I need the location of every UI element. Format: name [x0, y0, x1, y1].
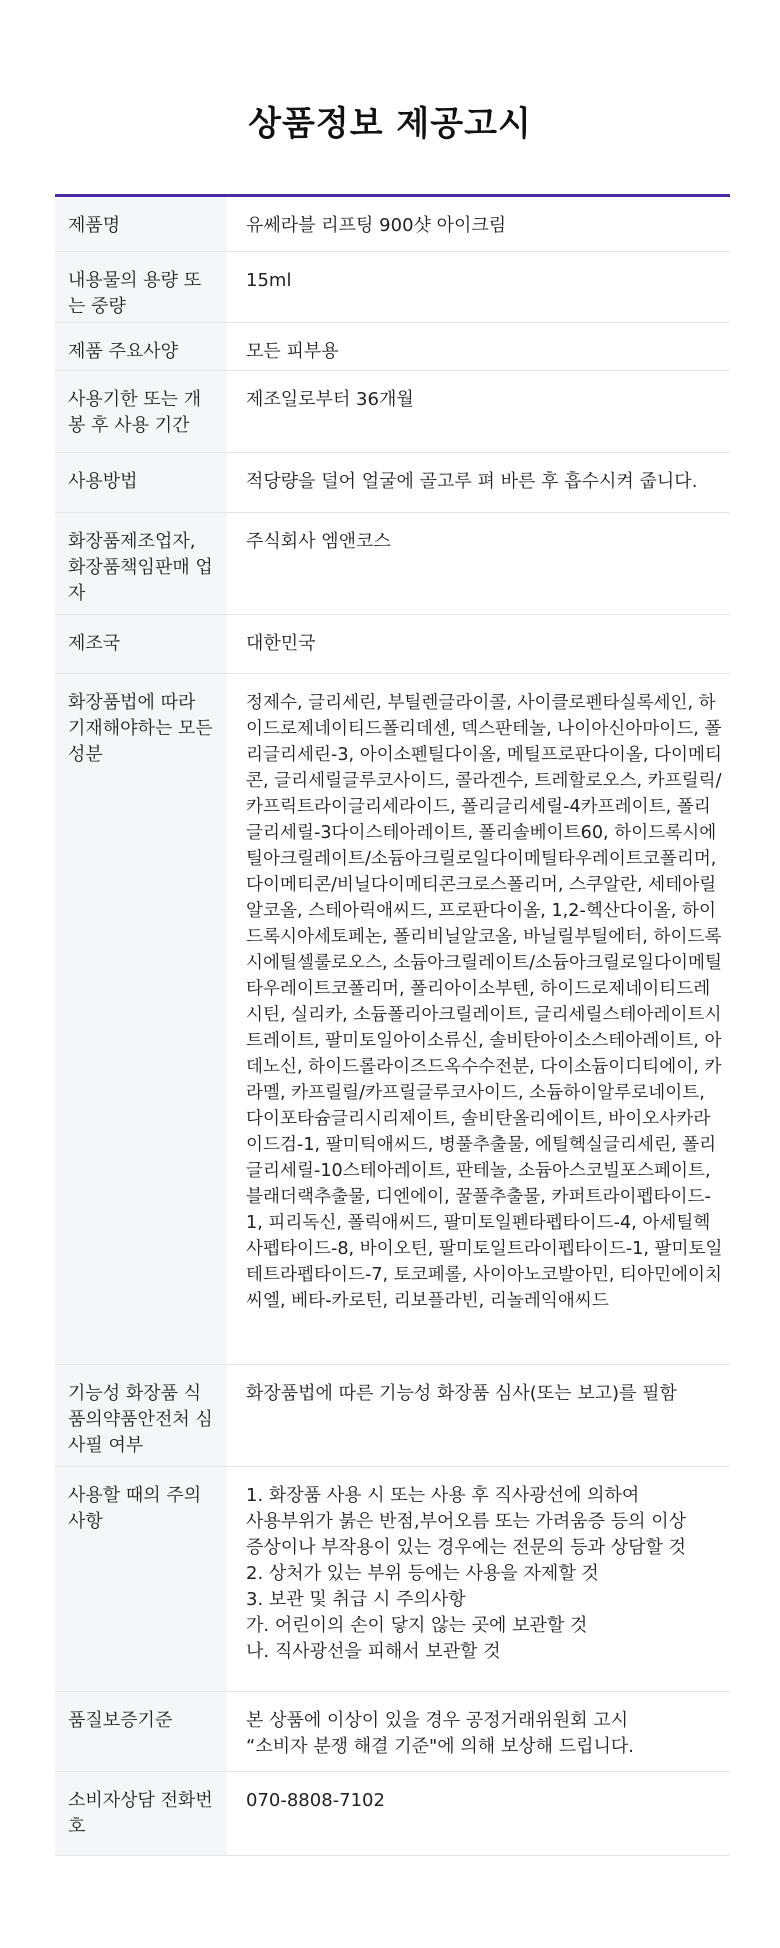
row-label: 내용물의 용량 또는 중량	[55, 252, 227, 322]
page-title: 상품정보 제공고시	[248, 104, 532, 144]
row-label: 사용방법	[55, 453, 227, 512]
row-label: 기능성 화장품 식품의약품안전처 심사필 여부	[55, 1365, 227, 1466]
row-label: 제조국	[55, 615, 227, 673]
row-main-spec	[55, 323, 730, 371]
row-label: 제품명	[55, 197, 227, 251]
row-quality-guarantee	[55, 1692, 730, 1772]
row-value: 1. 화장품 사용 시 또는 사용 후 직사광선에 의하여 사용부위가 붉은 반점,부어오름 또는 가려움증 등의 이상 증상이나 부작용이 있는 경우에는 전문의 등과 상담할 것 2. 상처가 있는 부위 등에는 사용을 자제할 것 3. 보관 및 취급 시 주의사항 가. 어린이의 손이 닿지 않는 곳에 보관할 것 나. 직사광선을 피해서 보관할 것	[246, 1485, 686, 1662]
row-value: 대한민국	[246, 633, 316, 654]
row-label: 화장품제조업자, 화장품책임판매 업자	[55, 513, 227, 614]
row-expiry	[55, 371, 730, 453]
row-value: 유쎄라블 리프팅 900샷 아이크림	[246, 215, 507, 236]
row-value: 본 상품에 이상이 있을 경우 공정거래위원회 고시 “소비자 분쟁 해결 기준"에 의해 보상해 드립니다.	[246, 1710, 635, 1757]
row-value: 적당량을 덜어 얼굴에 골고루 펴 바른 후 흡수시켜 줍니다.	[246, 471, 698, 492]
row-country	[55, 615, 730, 674]
row-label: 화장품법에 따라 기재해야하는 모든 성분	[55, 674, 227, 1364]
row-value: 주식회사 엠앤코스	[246, 531, 391, 552]
row-volume	[55, 252, 730, 323]
row-value: 15ml	[246, 270, 292, 291]
product-info-table	[55, 194, 730, 1856]
row-label: 소비자상담 전화번호	[55, 1772, 227, 1855]
row-value: 070-8808-7102	[246, 1790, 385, 1811]
row-label: 제품 주요사양	[55, 323, 227, 370]
row-label: 사용기한 또는 개봉 후 사용 기간	[55, 371, 227, 452]
row-label: 품질보증기준	[55, 1692, 227, 1771]
row-value: 제조일로부터 36개월	[246, 389, 414, 410]
row-label: 사용할 때의 주의사항	[55, 1467, 227, 1691]
row-customer-service	[55, 1772, 730, 1856]
row-manufacturer	[55, 513, 730, 615]
row-precautions	[55, 1467, 730, 1692]
row-ingredients	[55, 674, 730, 1365]
row-product-name	[55, 197, 730, 252]
row-value: 모든 피부용	[246, 341, 339, 362]
row-value: 화장품법에 따른 기능성 화장품 심사(또는 보고)를 필함	[246, 1383, 677, 1404]
row-value: 정제수, 글리세린, 부틸렌글라이콜, 사이클로펜타실록세인, 하이드로제네이티드폴리데센, 덱스판테놀, 나이아신아마이드, 폴리글리세린-3, 아이소펜틸다이올, 메틸프로판다이올, 다이메티콘, 글리세릴글루코사이드, 콜라겐수, 트레할로오스, 카프릴릭/카프릭트라이글리세라이드, 폴리글리세릴-4카프레이트, 폴리글리세릴-3다이스테아레이트, 폴리솔베이트60, 하이드록시에틸아크릴레이트/소듐아크릴로일다이메틸타우레이트코폴리머, 다이메티콘/비닐다이메티콘크로스폴리머, 스쿠알란, 세테아릴알코올, 스테아릭애씨드, 프로판다이올, 1,2-헥산다이올, 하이드록시아세토페논, 폴리비닐알코올, 바닐릴부틸에터, 하이드록시에틸셀룰로오스, 소듐아크릴레이트/소듐아크릴로일다이메틸타우레이트코폴리머, 폴리아이소부텐, 하이드로제네이티드레시틴, 실리카, 소듐폴리아크릴레이트, 글리세릴스테아레이트시트레이트, 팔미토일아이소류신, 솔비탄아이소스테아레이트, 아데노신, 하이드롤라이즈드옥수수전분, 다이소듐이디티에이, 카라멜, 카프릴릴/카프릴글루코사이드, 소듐하이알루로네이트, 다이포타슘글리시리제이트, 솔비탄올리에이트, 바이오사카라이드검-1, 팔미틱애씨드, 병풀추출물, 에틸헥실글리세린, 폴리글리세릴-10스테아레이트, 판테놀, 소듐아스코빌포스페이트, 블래더랙추출물, 디엔에이, 꿀풀추출물, 카퍼트라이펩타이드-1, 피리독신, 폴릭애씨드, 팔미토일펜타펩타이드-4, 아세틸헥사펩타이드-8, 바이오틴, 팔미토일트라이펩타이드-1, 팔미토일테트라펩타이드-7, 토코페롤, 사이아노코발아민, 티아민에이치씨엘, 베타-카로틴, 리보플라빈, 리놀레익애씨드	[246, 693, 723, 1311]
row-functional-cosmetic	[55, 1365, 730, 1467]
row-usage	[55, 453, 730, 513]
